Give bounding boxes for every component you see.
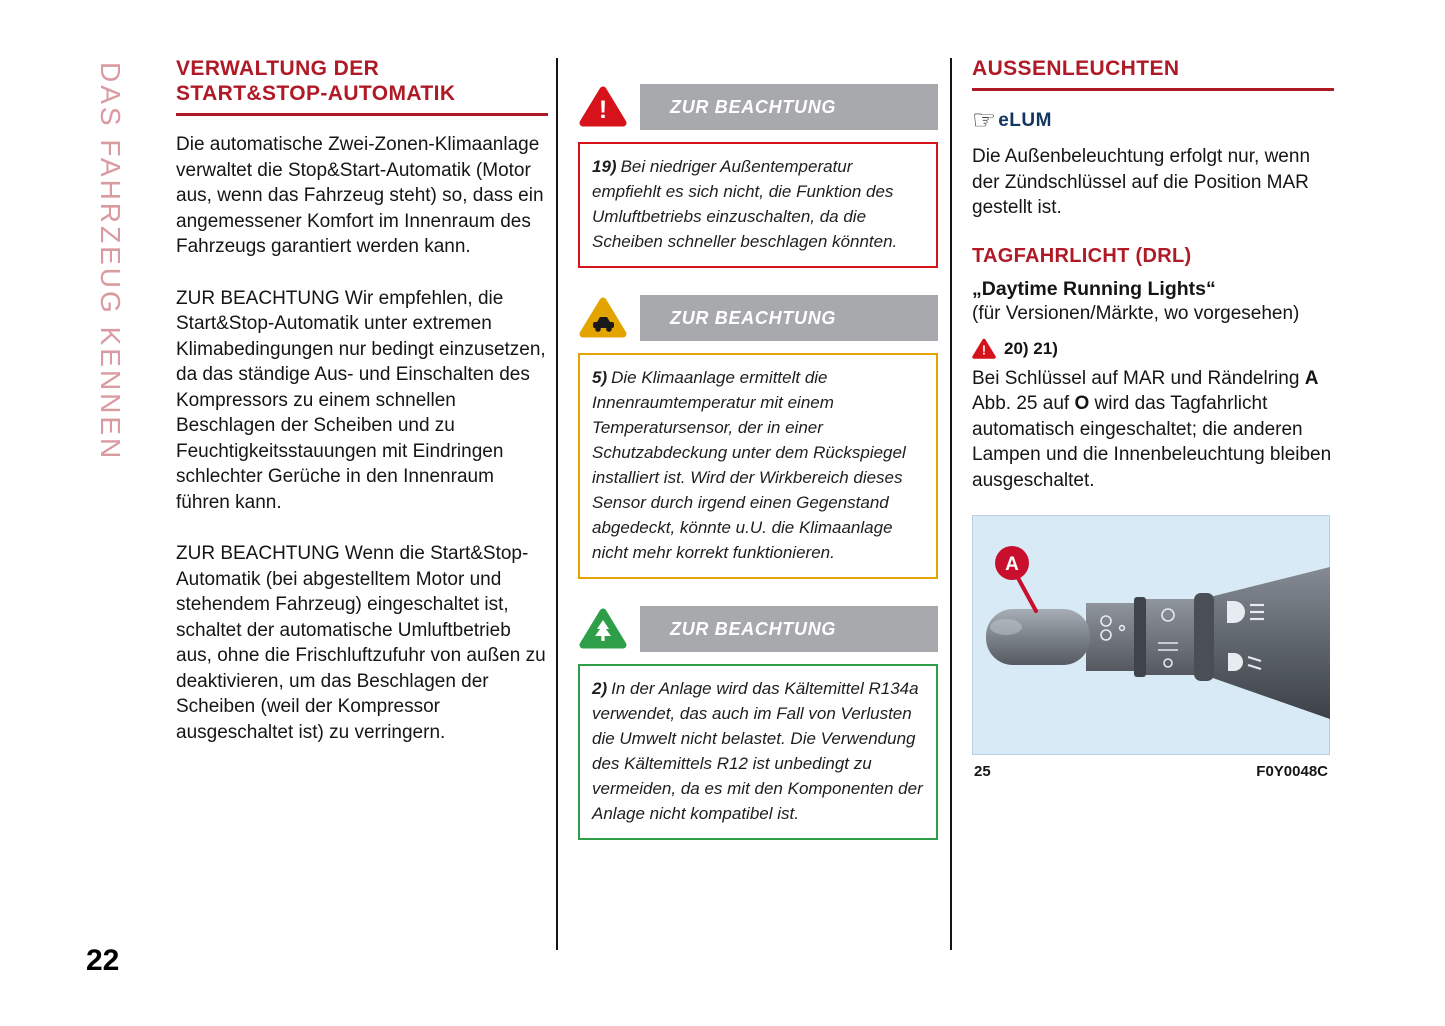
- danger-triangle-icon-small: [972, 338, 996, 360]
- section-title-start-stop: [176, 56, 548, 106]
- section-title-line2: START&STOP-AUTOMATIK: [176, 82, 456, 105]
- paragraph: Bei Schlüssel auf MAR und Rändelring A Abb. 25 auf O wird das Tagfahrlicht automatisch eingeschaltet; die anderen Lampen und die Innenbeleuchtung bleiben ausgeschaltet.: [972, 367, 1332, 491]
- svg-text:!: !: [981, 343, 987, 357]
- column-separator: [950, 58, 952, 950]
- drl-subtitle: „Daytime Running Lights“: [972, 277, 1216, 300]
- warning-ref: 5): [592, 368, 608, 387]
- column-separator: [556, 58, 558, 950]
- ring-position-o: O: [1074, 393, 1090, 414]
- paragraph: Die Außenbeleuchtung erfolgt nur, wenn der Zündschlüssel auf die Position MAR gestellt ist.: [972, 146, 1311, 218]
- warning-header-label: ZUR BEACHTUNG: [640, 606, 938, 652]
- warning-ref: 2): [592, 679, 608, 698]
- hand-pointing-icon: ☞: [972, 105, 997, 135]
- component-ref-a: A: [1304, 367, 1319, 389]
- danger-triangle-icon: [578, 84, 628, 130]
- warning-block-eco: [578, 606, 938, 840]
- warning-header: [578, 84, 938, 130]
- warning-header-label: ZUR BEACHTUNG: [640, 295, 938, 341]
- stalk-illustration: [972, 515, 1330, 755]
- elum-reference: [972, 107, 1334, 134]
- eco-tree-triangle-icon: [578, 606, 628, 652]
- warning-refs: 20) 21): [1004, 338, 1058, 358]
- column-warnings: [578, 84, 938, 867]
- page-number: 22: [86, 944, 120, 977]
- caution-car-triangle-icon: [578, 295, 628, 341]
- section-title-exterior-lights: AUSSENLEUCHTEN: [972, 57, 1180, 80]
- warning-header-label: ZUR BEACHTUNG: [640, 84, 938, 130]
- paragraph: ZUR BEACHTUNG Wenn die Start&Stop-Automatik (bei abgestelltem Motor und stehendem Fahrzeug) eingeschaltet ist, schaltet der automatische Umluftbetrieb aus, ohne die Frischluftzufuhr von außen zu deaktivieren, um das Beschlagen der Scheiben (weil der Kompressor ausgeschaltet ist) zu verringern.: [176, 543, 546, 743]
- paragraph: ZUR BEACHTUNG Wir empfehlen, die Start&Stop-Automatik unter extremen Klimabedingungen nur bedingt einzusetzen, da das ständige Aus- und Einschalten des Kompressors zu einem schnellen Beschlagen der Scheiben und zu Feuchtigkeitsstauungen mit Eindringen schlechter Gerüche in den Innenraum führen kann.: [176, 287, 546, 513]
- warning-block-caution: [578, 295, 938, 579]
- figure-number: 25: [974, 763, 991, 780]
- column-exterior-lights: [972, 56, 1334, 780]
- warning-box: [578, 142, 938, 268]
- warning-text: Die Klimaanlage ermittelt die Innenraumtemperatur mit einem Temperatursensor, der in einer Schutzabdeckung unter dem Rückspiegel installiert ist. Wird der Wirkbereich dieses Sensor durch irgend einen Gegenstand abgedeckt, könnte u.U. die Klimaanlage nicht mehr korrekt funktionieren.: [592, 368, 906, 562]
- elum-logo: eLUM: [998, 109, 1052, 131]
- figure-stalk: [972, 515, 1330, 780]
- figure-caption: [972, 763, 1330, 780]
- warning-header: [578, 295, 938, 341]
- paragraph: Die automatische Zwei-Zonen-Klimaanlage verwaltet die Stop&Start-Automatik (Motor aus, wenn das Fahrzeug steht) so, dass ein angemessener Komfort im Innenraum des Fahrzeugs garantiert werden kann.: [176, 134, 544, 257]
- figure-code: F0Y0048C: [1256, 763, 1328, 780]
- callout-a-label: A: [1005, 554, 1019, 575]
- sidebar-chapter-label: DAS FAHRZEUG KENNEN: [95, 62, 126, 462]
- warning-text: Bei niedriger Außentemperatur empfiehlt es sich nicht, die Funktion des Umluftbetriebs einzuschalten, da die Scheiben schneller beschlagen könnten.: [592, 157, 898, 251]
- title-rule: [176, 113, 548, 116]
- title-rule: [972, 88, 1334, 91]
- warning-box: [578, 353, 938, 579]
- warning-text: In der Anlage wird das Kältemittel R134a verwendet, das auch im Fall von Verlusten die Umwelt nicht belastet. Die Verwendung des Kältemittels R12 ist unbedingt zu vermeiden, da es mit den Komponenten der Anlage nicht kompatibel ist.: [592, 679, 923, 823]
- warning-block-danger: [578, 84, 938, 268]
- section-title-line1: VERWALTUNG DER: [176, 57, 380, 80]
- warning-ref: 19): [592, 157, 617, 176]
- warning-header: [578, 606, 938, 652]
- svg-text:!: !: [598, 96, 608, 124]
- warning-box: [578, 664, 938, 840]
- warning-refs-row: [972, 338, 1334, 360]
- drl-note: (für Versionen/Märkte, wo vorgesehen): [972, 302, 1300, 324]
- drl-title: TAGFAHRLICHT (DRL): [972, 244, 1192, 267]
- column-start-stop: [176, 56, 548, 771]
